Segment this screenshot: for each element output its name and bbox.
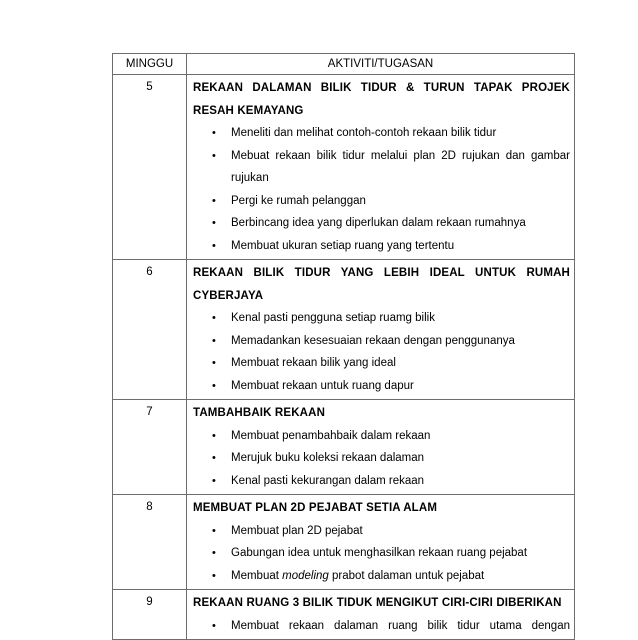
list-item: • Membuat penambahbaik dalam rekaan <box>231 425 570 448</box>
list-item: • Membuat plan 2D pejabat <box>231 520 570 543</box>
list-item: • Berbincang idea yang diperlukan dalam rekaan rumahnya <box>231 212 570 235</box>
list-item-italic-text: modeling <box>282 569 329 582</box>
activity-table <box>112 53 575 640</box>
activity-list <box>193 615 570 638</box>
week-number: 5 <box>113 75 187 260</box>
list-item: • Membuat ukuran setiap ruang yang tertentu <box>231 235 570 258</box>
list-item: • Pergi ke rumah pelanggan <box>231 190 570 213</box>
activity-cell <box>187 75 575 260</box>
activity-list <box>193 425 570 493</box>
table-row <box>113 260 575 400</box>
list-item: • Membuat rekaan dalaman ruang bilik tidur utama dengan <box>231 615 570 638</box>
activity-list <box>193 122 570 257</box>
activity-cell <box>187 495 575 590</box>
activity-cell <box>187 400 575 495</box>
list-item: • Meneliti dan melihat contoh-contoh rekaan bilik tidur <box>231 122 570 145</box>
activity-cell <box>187 260 575 400</box>
activity-column-header: AKTIVITI/TUGASAN <box>187 54 575 75</box>
activity-title: MEMBUAT PLAN 2D PEJABAT SETIA ALAM <box>193 502 438 514</box>
list-item: • Kenal pasti kekurangan dalam rekaan <box>231 470 570 493</box>
table-row <box>113 495 575 590</box>
list-item-text: Membuat <box>231 569 283 582</box>
activity-list <box>193 520 570 588</box>
table-row <box>113 590 575 640</box>
list-item: • Kenal pasti pengguna setiap ruamg bilik <box>231 307 570 330</box>
week-column-header: MINGGU <box>113 54 187 75</box>
activity-list <box>193 307 570 397</box>
table-row <box>113 400 575 495</box>
activity-title: REKAAN RUANG 3 BILIK TIDUK MENGIKUT CIRI-CIRI DIBERIKAN <box>193 597 562 609</box>
week-number: 6 <box>113 260 187 400</box>
table-row <box>113 75 575 260</box>
week-number: 8 <box>113 495 187 590</box>
list-item: • Gabungan idea untuk menghasilkan rekaan ruang pejabat <box>231 542 570 565</box>
activity-title: REKAAN BILIK TIDUR YANG LEBIH IDEAL UNTUK RUMAH CYBERJAYA <box>193 267 570 302</box>
activity-title: TAMBAHBAIK REKAAN <box>193 407 326 419</box>
activity-cell <box>187 590 575 640</box>
list-item-text: prabot dalaman untuk pejabat <box>328 569 485 582</box>
list-item: • Mebuat rekaan bilik tidur melalui plan 2D rujukan dan gambar rujukan <box>231 145 570 190</box>
list-item: • Membuat rekaan bilik yang ideal <box>231 352 570 375</box>
week-number: 9 <box>113 590 187 640</box>
list-item: • Merujuk buku koleksi rekaan dalaman <box>231 447 570 470</box>
week-number: 7 <box>113 400 187 495</box>
activity-title: REKAAN DALAMAN BILIK TIDUR & TURUN TAPAK PROJEK RESAH KEMAYANG <box>193 82 570 117</box>
list-item: • Memadankan kesesuaian rekaan dengan penggunanya <box>231 330 570 353</box>
list-item-mixed <box>231 565 570 588</box>
list-item: • Membuat rekaan untuk ruang dapur <box>231 375 570 398</box>
table-header-row <box>113 54 575 75</box>
